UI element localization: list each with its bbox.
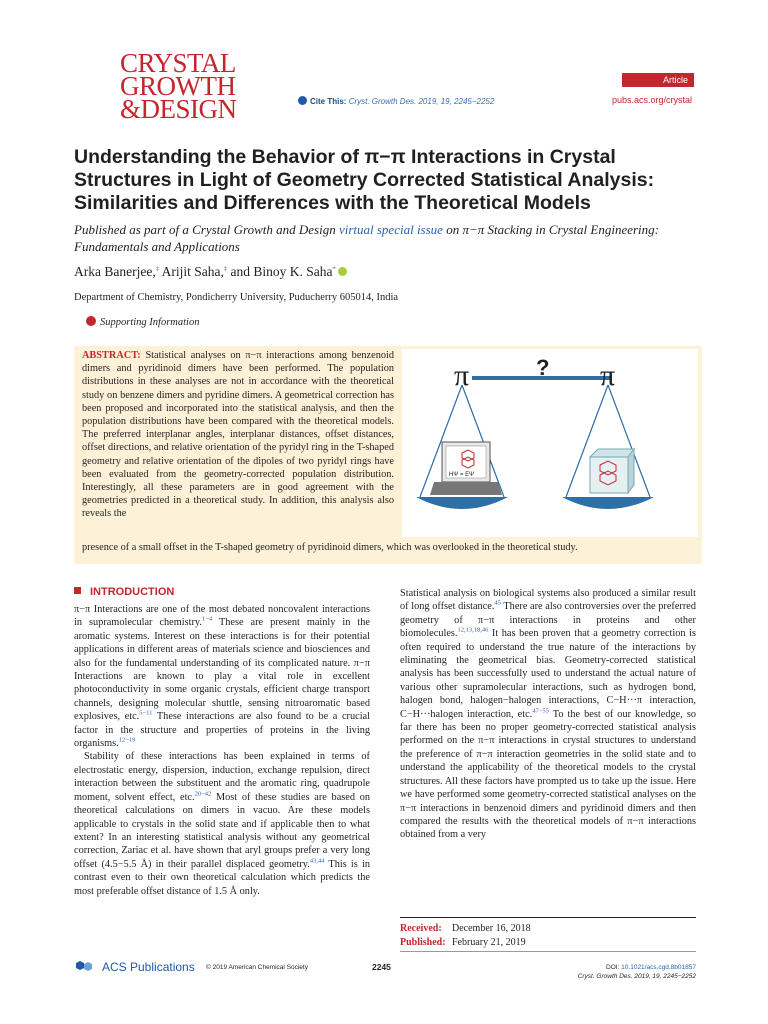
publication-note xyxy=(74,221,704,255)
pub-note-text-2: on π−π Stacking in Crystal Engineering: Fundamentals and Applications xyxy=(74,222,660,254)
copyright: © 2019 American Chemical Society xyxy=(206,964,308,971)
received-date: December 16, 2018 xyxy=(452,923,531,934)
doi-link[interactable]: 10.1021/acs.cgd.8b01857 xyxy=(621,964,696,971)
citation-ref[interactable]: 43,44 xyxy=(309,857,325,865)
logo-line-1: CRYSTAL xyxy=(120,48,236,78)
orcid-icon[interactable] xyxy=(338,267,347,276)
schrodinger-equation: HΨ = EΨ xyxy=(449,472,475,478)
cite-label: Cite This: xyxy=(310,97,347,106)
publisher-name: ACS Publications xyxy=(102,960,195,974)
left-pi-symbol: π xyxy=(454,359,470,392)
cite-text: Cryst. Growth Des. 2019, 19, 2245−2252 xyxy=(348,97,495,106)
published-date: February 21, 2019 xyxy=(452,937,526,948)
citation-ref[interactable]: 1−4 xyxy=(201,615,213,623)
citation-ref[interactable]: 20−42 xyxy=(194,790,212,798)
citation-ref[interactable]: 12,13,18,46 xyxy=(457,626,489,634)
right-pi-symbol: π xyxy=(600,359,616,392)
abstract-text xyxy=(82,349,394,521)
article-dates xyxy=(400,922,531,950)
doi-block xyxy=(520,963,696,981)
page-number: 2245 xyxy=(372,962,391,972)
doi-label: DOI: xyxy=(606,964,622,971)
author-list xyxy=(74,264,347,280)
paragraph-1: π−π Interactions are one of the most debated noncovalent interactions in supramolecular chemistry.$^{1-4}$ These are present mainly in the aromatic systems. Interest on these interactions is for their potential applications in different areas of materials science and biosciences and also for the fundamental understanding of its complicated nature. π−π Interactions are known to play a vital role in excellent photoconductivity in some organic crystals, efficient charge transport channels, designing molecular shuttle, sensing nitroaromatic based explosives, etc.$^{5-11}$ These interactions are also found to be a crucial factor in the structure and properties of proteins in the living organisms.$^{12-19}$ xyxy=(74,604,370,750)
published-label: Published: xyxy=(400,937,446,948)
logo-line-3: &DESIGN xyxy=(120,94,237,124)
citation-ref[interactable]: 47−55 xyxy=(532,707,549,715)
supporting-info-label: Supporting Information xyxy=(100,317,200,328)
virtual-issue-link[interactable]: virtual special issue xyxy=(338,222,443,237)
acs-publications-logo[interactable] xyxy=(74,960,195,974)
dates-top-rule xyxy=(400,917,696,918)
author-3-mark: * xyxy=(332,265,336,273)
question-mark: ? xyxy=(536,355,550,380)
introduction-heading xyxy=(74,586,174,598)
introduction-heading-text: INTRODUCTION xyxy=(90,586,175,598)
column-left xyxy=(74,603,370,898)
journal-logo xyxy=(120,48,270,124)
author-1[interactable]: Arka Banerjee, xyxy=(74,264,156,279)
paragraph-2: Stability of these interactions has been explained in terms of electrostatic energy, dispersion, induction, exchange repulsion, direct interaction between the substituent and the aromatic ring, quadrupole moment, solvent effect, etc.$^{20-42}$ Most of these studies are based on theoretical calculations on dimers in vacuo. Are these models applicable to crystals in the solid state and if applicable then to what extent? In an interesting statistical analysis without any geometrical correction, Zariac et al. have shown that aryl groups prefer a very long offset (4.5−5.5 Å) in their parallel displaced geometry.$^{43,44}$ This is in contrast even to their own theoretical calculation which predicts the most preferable offset distance of 1.5 Å only. xyxy=(74,751,370,897)
author-1-mark: ‡ xyxy=(155,265,159,273)
author-2-mark: ‡ xyxy=(223,265,228,273)
abstract-label: ABSTRACT: xyxy=(82,350,141,361)
right-pan xyxy=(562,497,654,509)
article-type-badge: Article xyxy=(622,73,694,87)
pub-note-text: Published as part of a Crystal Growth and Design xyxy=(74,222,339,237)
balance-scale-graphic xyxy=(402,349,698,537)
author-3[interactable]: and Binoy K. Saha xyxy=(227,264,333,279)
abstract-text-tail: presence of a small offset in the T-shaped geometry of pyridinoid dimers, which was overlooked in the theoretical study. xyxy=(82,542,578,553)
acs-hexagon-icon xyxy=(74,960,98,972)
affiliation: Department of Chemistry, Pondicherry University, Puducherry 605014, India xyxy=(74,292,399,303)
cite-icon xyxy=(298,96,307,105)
citation-ref[interactable]: 5−11 xyxy=(139,709,153,717)
section-marker-icon xyxy=(74,587,81,594)
logo-line-2: GROWTH xyxy=(120,71,236,101)
left-pan xyxy=(416,497,508,509)
paragraph-3: Statistical analysis on biological systems also produced a similar result of long offset distance.$^{45}$ There are also controversies over the preferred geometry of π−π interactions in proteins and other biomolecules.$^{12,13,18,46}$ It has been proven that a geometry correction is often required to understand the true nature of the interactions by eliminating the geometrical bias. Geometry-corrected statistical analysis has been successfully used to understand the actual nature of various other supramolecular interactions, such as hydrogen bond, halogen bond, halogen−halogen interactions, C−H···π interaction, C−H···halogen interaction, etc.$^{47-55}$ To the best of our knowledge, so far there has been no proper geometry-corrected statistical analysis performed on the π−π interactions in crystal structures to understand the preference of π−π interaction geometries in the solid state and to understand the applicability of the theoretical models to the crystal structures. All these factors have prompted us to take up the issue. Here we have performed some geometry-corrected statistical analyses on the π−π interactions in benzenoid dimers and pyridinoid dimers and then compared the results with the theoretical models of π−π interactions obtained from a very xyxy=(400,588,696,841)
toc-graphic xyxy=(402,349,698,537)
author-2[interactable]: Arijit Saha, xyxy=(158,264,224,279)
crystal-icon xyxy=(590,449,634,493)
supporting-information-link[interactable] xyxy=(86,316,199,328)
dates-bottom-rule xyxy=(400,951,696,952)
laptop-icon xyxy=(430,442,502,495)
received-label: Received: xyxy=(400,923,442,934)
cite-this[interactable] xyxy=(298,96,494,106)
abstract-body: Statistical analyses on π−π interactions among benzenoid dimers and pyridinoid dimers have been performed. The population distributions in these analyses are not in accordance with the theoretical study on benzene dimers and pyridine dimers. A geometrical correction has been proposed and incorporated into the statistical analysis, and then the population distributions have been compared with the theoretical models. The preferred interplanar angles, interplanar distances, offset distances, offset directions, and relative orientation of the pyridyl ring in the T-shaped geometry and relative orientation of the dipoles of two pyridyl rings have been evaluated from the geometry-corrected population distribution. Interestingly, all these parameters are in good agreement with the geometries predicted in a theoretical study. In addition, this analysis also reveals the xyxy=(82,350,394,520)
column-right xyxy=(400,587,696,842)
journal-url[interactable]: pubs.acs.org/crystal xyxy=(612,95,693,105)
citation-ref[interactable]: 12−19 xyxy=(118,736,136,744)
footer-citation: Cryst. Growth Des. 2019, 19, 2245−2252 xyxy=(577,973,696,980)
article-title: Understanding the Behavior of π−π Interactions in Crystal Structures in Light of Geometry Corrected Statistical Analysis: Similarities and Differences with the Theoretical Models xyxy=(74,146,655,214)
citation-ref[interactable]: 45 xyxy=(494,599,501,607)
supporting-info-icon xyxy=(86,316,96,326)
